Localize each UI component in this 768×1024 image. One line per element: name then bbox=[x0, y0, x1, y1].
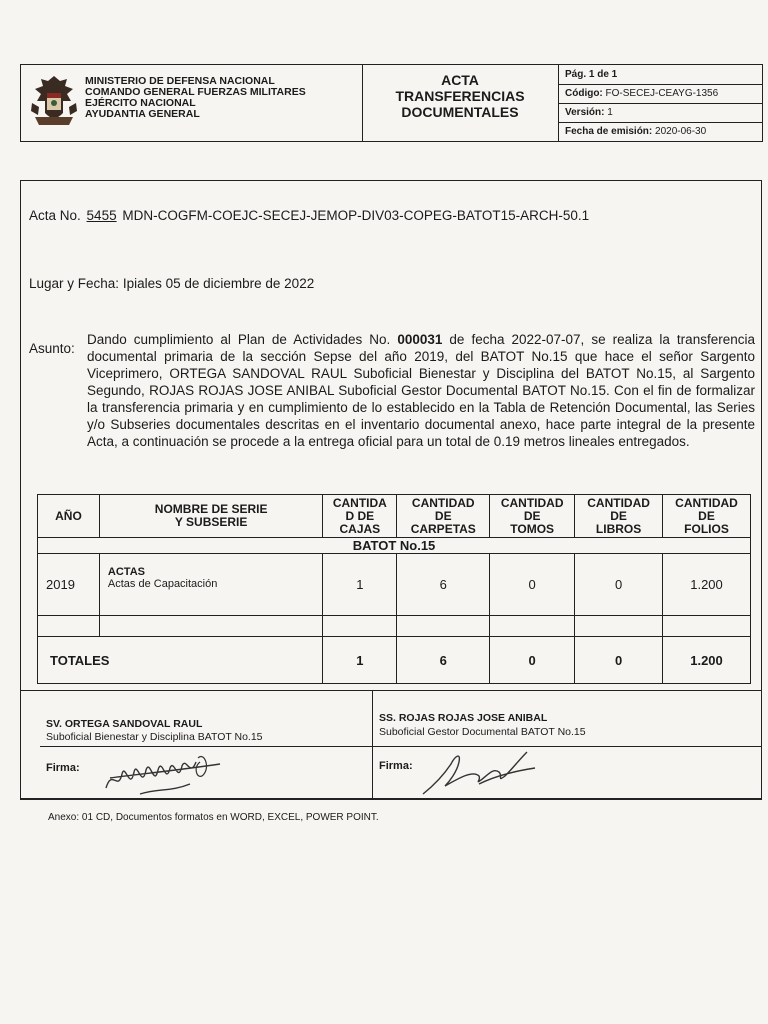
frame-bottom-border bbox=[20, 798, 761, 799]
army-crest-icon bbox=[29, 73, 79, 131]
header-org-line: MINISTERIO DE DEFENSA NACIONAL bbox=[85, 75, 275, 87]
row-boxes: 1 bbox=[323, 554, 397, 616]
acta-label: Acta No. bbox=[29, 208, 81, 223]
section-title: BATOT No.15 bbox=[38, 538, 751, 554]
signature-divider bbox=[40, 746, 372, 747]
deliverer-role: Suboficial Bienestar y Disciplina BATOT No.15 bbox=[46, 731, 263, 743]
series-name: ACTAS bbox=[107, 566, 145, 578]
deliverer-signature-icon bbox=[100, 748, 230, 800]
header-boxes: CANTIDA D DE CAJAS bbox=[323, 495, 397, 538]
row-folders: 6 bbox=[397, 554, 490, 616]
totals-boxes: 1 bbox=[323, 637, 397, 684]
header-folders: CANTIDAD DE CARPETAS bbox=[397, 495, 490, 538]
table-row bbox=[38, 554, 751, 616]
meta-version bbox=[559, 103, 762, 123]
deliverer-name: SV. ORTEGA SANDOVAL RAUL bbox=[46, 718, 203, 730]
header-series-name: NOMBRE DE SERIE Y SUBSERIE bbox=[99, 495, 322, 538]
header-org-line: EJÉRCITO NACIONAL bbox=[85, 97, 196, 109]
deliverer-firma-label: Firma: bbox=[46, 762, 80, 774]
row-folios: 1.200 bbox=[663, 554, 751, 616]
place-date-label: Lugar y Fecha: bbox=[29, 276, 120, 291]
totals-volumes: 0 bbox=[490, 637, 575, 684]
document-title-line: DOCUMENTALES bbox=[401, 104, 519, 120]
signature-block-receiver bbox=[372, 690, 761, 798]
totals-books: 0 bbox=[575, 637, 663, 684]
place-date-line bbox=[29, 275, 314, 292]
row-books: 0 bbox=[575, 554, 663, 616]
acta-number-line bbox=[29, 207, 589, 224]
signature-block-deliverer bbox=[40, 690, 372, 798]
meta-code bbox=[559, 84, 762, 104]
receiver-name: SS. ROJAS ROJAS JOSE ANIBAL bbox=[379, 712, 548, 724]
totals-folders: 6 bbox=[397, 637, 490, 684]
table-section-row bbox=[38, 538, 751, 554]
header-title-cell bbox=[362, 65, 559, 141]
document-title-line: TRANSFERENCIAS bbox=[395, 88, 525, 104]
transfer-inventory-table bbox=[37, 494, 751, 684]
subject-label: Asunto: bbox=[29, 341, 75, 356]
acta-number: 5455 bbox=[86, 208, 117, 223]
version-label: Versión: bbox=[565, 107, 605, 118]
header-books: CANTIDAD DE LIBROS bbox=[575, 495, 663, 538]
issue-date-label: Fecha de emisión: bbox=[565, 126, 653, 137]
plan-number: 000031 bbox=[397, 332, 443, 347]
meta-page bbox=[559, 65, 762, 85]
document-header bbox=[20, 64, 763, 142]
subject-paragraph bbox=[87, 331, 755, 450]
header-volumes: CANTIDAD DE TOMOS bbox=[490, 495, 575, 538]
receiver-signature-icon bbox=[419, 746, 539, 798]
totals-folios: 1.200 bbox=[663, 637, 751, 684]
place-date-value: Ipiales 05 de diciembre de 2022 bbox=[122, 276, 315, 291]
issue-date-value: 2020-06-30 bbox=[655, 126, 707, 137]
receiver-role: Suboficial Gestor Documental BATOT No.15 bbox=[379, 726, 586, 738]
code-label: Código: bbox=[565, 88, 603, 99]
row-year: 2019 bbox=[38, 554, 100, 616]
header-org-line: AYUDANTIA GENERAL bbox=[85, 108, 200, 120]
receiver-firma-label: Firma: bbox=[379, 760, 413, 772]
annex-note: Anexo: 01 CD, Documentos formatos en WORD, EXCEL, POWER POINT. bbox=[48, 812, 379, 823]
row-volumes: 0 bbox=[490, 554, 575, 616]
document-title-line: ACTA bbox=[441, 72, 479, 88]
header-organization-cell bbox=[21, 65, 363, 141]
acta-code: MDN-COGFM-COEJC-SECEJ-JEMOP-DIV03-COPEG-BATOT15-ARCH-50.1 bbox=[122, 208, 590, 223]
subject-text-before: Dando cumplimiento al Plan de Actividades No. bbox=[87, 332, 391, 347]
meta-issue-date bbox=[559, 122, 762, 141]
header-org-line: COMANDO GENERAL FUERZAS MILITARES bbox=[85, 86, 306, 98]
code-value: FO-SECEJ-CEAYG-1356 bbox=[605, 88, 719, 99]
subseries-name: Actas de Capacitación bbox=[107, 578, 218, 590]
header-folios: CANTIDAD DE FOLIOS bbox=[663, 495, 751, 538]
table-empty-row bbox=[38, 616, 751, 637]
version-value: 1 bbox=[607, 107, 613, 118]
table-header-row bbox=[38, 495, 751, 538]
subject-text-after: de fecha 2022-07-07, se realiza la transferencia documental primaria de la sección Sepse del año 2019, del BATOT No.15 que hace el señor Sargento Viceprimero, ORTEGA SANDOVAL RAUL Suboficial Bienestar y Disciplina del BATOT No.15, al Sargento Segundo, ROJAS ROJAS JOSE ANIBAL Suboficial Gestor Documental BATOT No.15. Con el fin de formalizar la transferencia primaria y en cumplimiento de lo establecido en la Tabla de Retención Documental, las Series y/o Subseries documentales descritas en el inventario documental anexo, hace parte integral de la presente Acta, a continuación se procede a la entrega oficial para un total de 0.19 metros lineales entregados. bbox=[87, 332, 755, 449]
table-totals-row bbox=[38, 637, 751, 684]
totals-label: TOTALES bbox=[38, 637, 323, 684]
header-year: AÑO bbox=[38, 495, 100, 538]
page-number: Pág. 1 de 1 bbox=[565, 69, 618, 80]
row-series bbox=[99, 554, 322, 616]
header-meta-cell bbox=[559, 65, 762, 141]
